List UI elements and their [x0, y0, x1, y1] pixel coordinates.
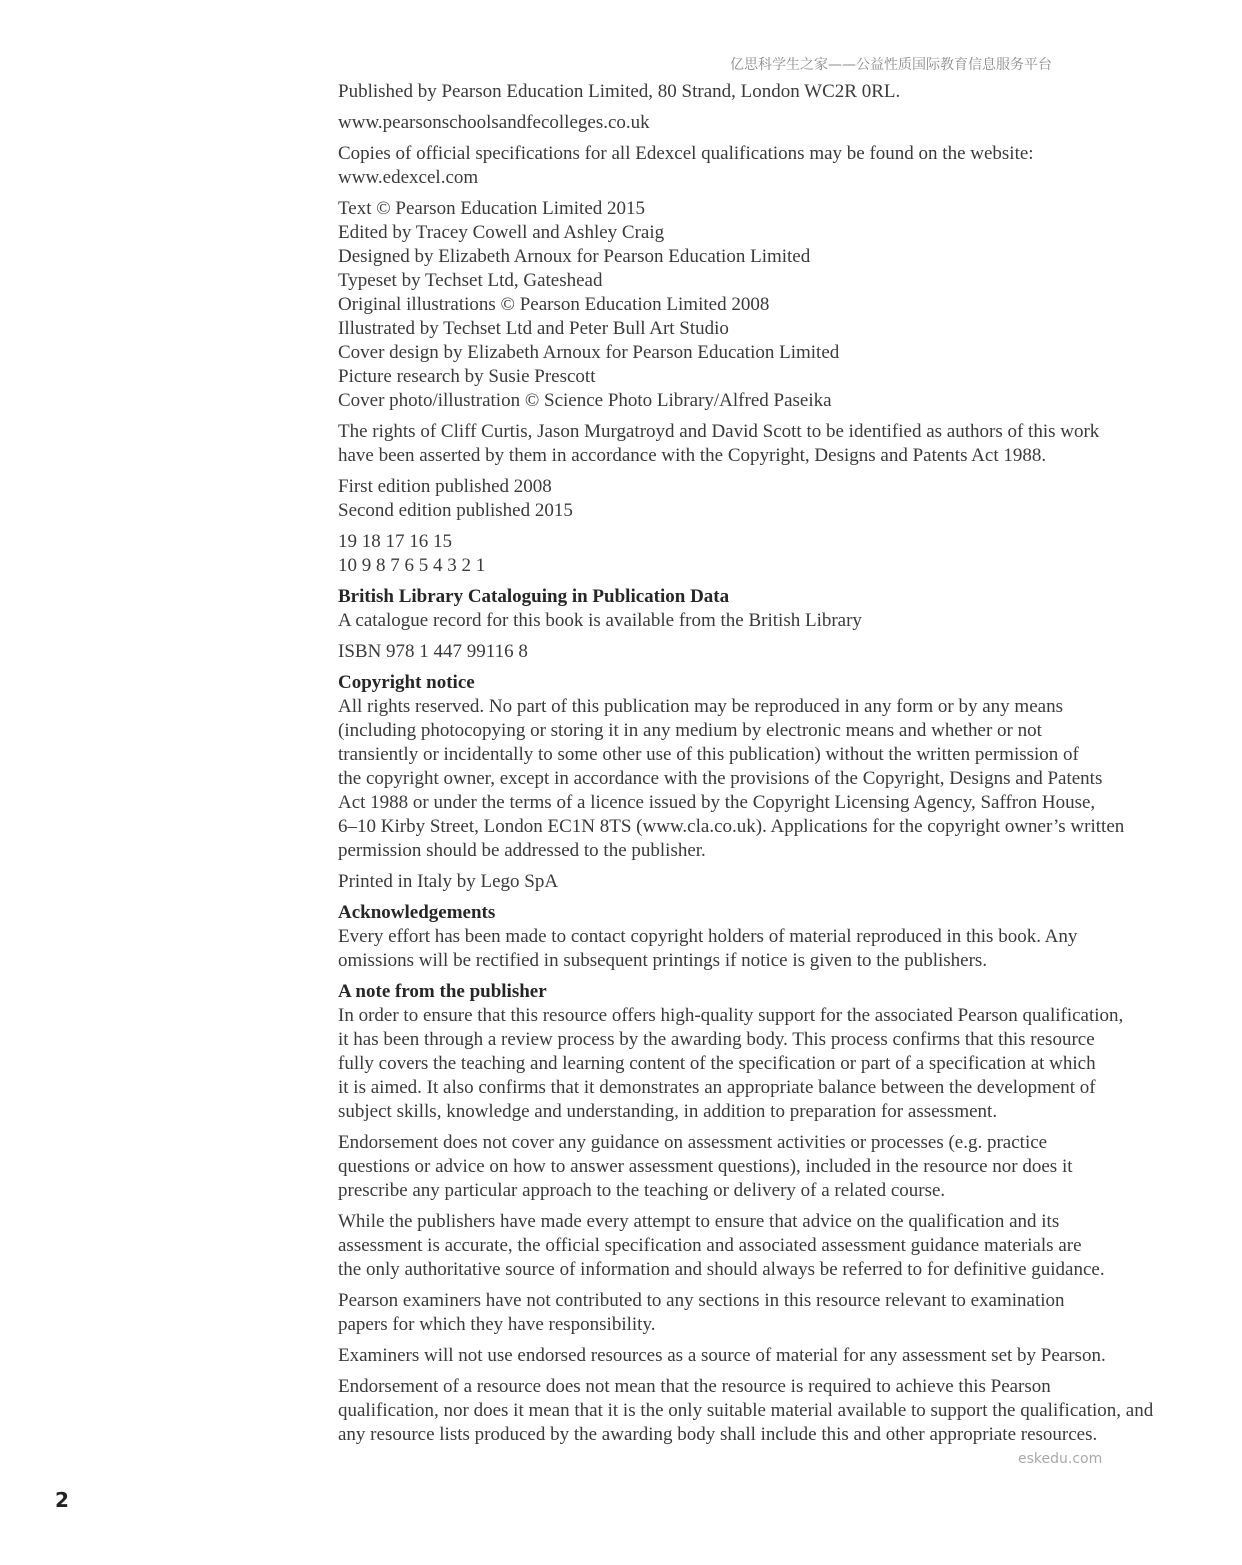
british-library-section	[338, 585, 1168, 633]
copyright-notice-heading: Copyright notice	[338, 672, 475, 693]
acknowledgements-heading: Acknowledgements	[338, 902, 496, 923]
publisher-note-paragraph: Examiners will not use endorsed resources as a source of material for any assessment set by Pearson.	[338, 1345, 1106, 1366]
page-number: 2	[55, 1488, 69, 1512]
printer-line: Printed in Italy by Lego SpA	[338, 871, 559, 892]
imprint-page-content	[338, 80, 1168, 1454]
publisher-note-paragraph: Endorsement does not cover any guidance on assessment activities or processes (e.g. practice questions or advice on how to answer assessment questions), included in the resource nor does it prescribe any particular approach to the teaching or delivery of a related course.	[338, 1132, 1073, 1201]
publisher-note-paragraph: In order to ensure that this resource offers high-quality support for the associated Pearson qualification, it has been through a review process by the awarding body. This process confirms that this resource fully covers the teaching and learning content of the specification or part of a specification at which it is aimed. It also confirms that it demonstrates an appropriate balance between the development of subject skills, knowledge and understanding, in addition to preparation for assessment.	[338, 1005, 1124, 1122]
publisher-address: Published by Pearson Education Limited, 80 Strand, London WC2R 0RL.	[338, 81, 901, 102]
watermark-header-text: 亿思科学生之家——公益性质国际教育信息服务平台	[730, 57, 1052, 73]
specifications-note: Copies of official specifications for all Edexcel qualifications may be found on the website: www.edexcel.com	[338, 143, 1034, 188]
edition-history: First edition published 2008 Second edition published 2015	[338, 476, 573, 521]
acknowledgements-section	[338, 901, 1168, 973]
copyright-notice-section	[338, 671, 1168, 863]
publisher-note-paragraph: Pearson examiners have not contributed to any sections in this resource relevant to examination papers for which they have responsibility.	[338, 1290, 1065, 1335]
publisher-note-heading: A note from the publisher	[338, 981, 547, 1002]
publisher-note-section	[338, 980, 1168, 1447]
author-rights-statement: The rights of Cliff Curtis, Jason Murgatroyd and David Scott to be identified as authors of this work have been asserted by them in accordance with the Copyright, Designs and Patents Act 1988.	[338, 421, 1100, 466]
publisher-website: www.pearsonschoolsandfecolleges.co.uk	[338, 112, 650, 133]
publisher-note-paragraph: Endorsement of a resource does not mean that the resource is required to achieve this Pearson qualification, nor does it mean that it is the only suitable material available to support the qualification, and any resource lists produced by the awarding body shall include this and other appropriate resources.	[338, 1376, 1154, 1445]
watermark-footer-text: eskedu.com	[1018, 1451, 1103, 1467]
copyright-notice-text: All rights reserved. No part of this publication may be reproduced in any form or by any means (including photocopying or storing it in any medium by electronic means and whether or not transiently or incidentally to some other use of this publication) without the written permission of the copyright owner, except in accordance with the provisions of the Copyright, Designs and Patents Act 1988 or under the terms of a licence issued by the Copyright Licensing Agency, Saffron House, 6–10 Kirby Street, London EC1N 8TS (www.cla.co.uk). Applications for the copyright owner’s written permission should be addressed to the publisher.	[338, 696, 1125, 861]
acknowledgements-text: Every effort has been made to contact copyright holders of material reproduced in this book. Any omissions will be rectified in subsequent printings if notice is given to the publishers.	[338, 926, 1078, 971]
print-run-numbers: 19 18 17 16 15 10 9 8 7 6 5 4 3 2 1	[338, 531, 486, 576]
british-library-text: A catalogue record for this book is available from the British Library	[338, 610, 862, 631]
publisher-note-paragraph: While the publishers have made every attempt to ensure that advice on the qualification and its assessment is accurate, the official specification and associated assessment guidance materials are the only authoritative source of information and should always be referred to for definitive guidance.	[338, 1211, 1105, 1280]
isbn: ISBN 978 1 447 99116 8	[338, 641, 528, 662]
british-library-heading: British Library Cataloguing in Publication Data	[338, 586, 730, 607]
production-credits: Text © Pearson Education Limited 2015 Edited by Tracey Cowell and Ashley Craig Designed by Elizabeth Arnoux for Pearson Education Limited Typeset by Techset Ltd, Gateshead Original illustrations © Pearson Education Limited 2008 Illustrated by Techset Ltd and Peter Bull Art Studio Cover design by Elizabeth Arnoux for Pearson Education Limited Picture research by Susie Prescott Cover photo/illustration © Science Photo Library/Alfred Paseika	[338, 198, 840, 411]
